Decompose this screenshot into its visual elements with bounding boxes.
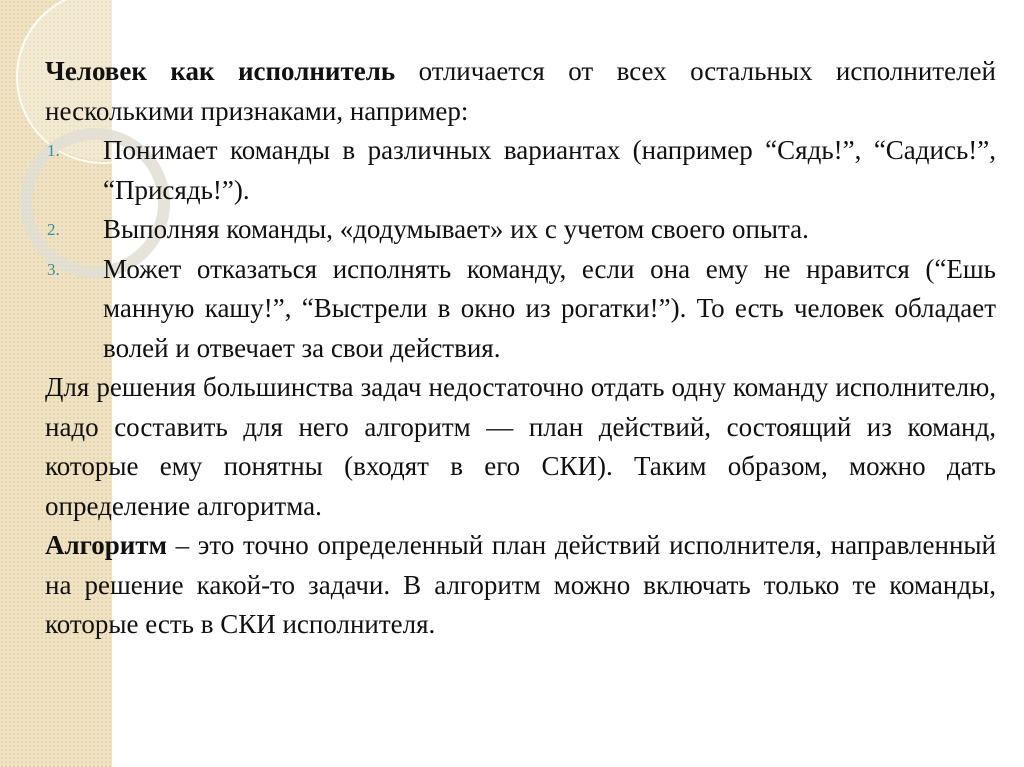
- list-text: Выполняя команды, «додумывает» их с учетом своего опыта.: [103, 214, 809, 244]
- list-item: [45, 250, 996, 369]
- list-number: 2.: [47, 220, 60, 239]
- intro-paragraph: [45, 52, 996, 131]
- definition-text: – это точно определенный план действий исполнителя, направленный на решение какой-то задачи. В алгоритм можно включать только те команды, которые есть в СКИ исполнителя.: [45, 530, 996, 639]
- body-paragraph: Для решения большинства задач недостаточно отдать одну команду исполнителю, надо составить для него алгоритм — план действий, состоящий из команд, которые ему понятны (входят в его СКИ). Таким образом, можно дать определение алгоритма.: [45, 372, 996, 521]
- list-text: Может отказаться исполнять команду, если она ему не нравится (“Ешь манную кашу!”, “Выстрели в окно из рогатки!”). То есть человек обладает волей и отвечает за свои действия.: [103, 253, 996, 363]
- intro-bold: Человек как исполнитель: [45, 56, 396, 86]
- list-number: 1.: [47, 141, 60, 160]
- intro-text: отличается от всех остальных исполнителей несколькими признаками, например:: [45, 56, 996, 126]
- list-item: [45, 210, 996, 250]
- list-number: 3.: [47, 259, 60, 279]
- list-item: [45, 131, 996, 210]
- definition-term: Алгоритм: [45, 530, 167, 560]
- list-text: Понимает команды в различных вариантах (например “Сядь!”, “Садись!”, “Присядь!”).: [103, 135, 996, 205]
- slide-text: [45, 52, 996, 645]
- definition-paragraph: [45, 526, 996, 645]
